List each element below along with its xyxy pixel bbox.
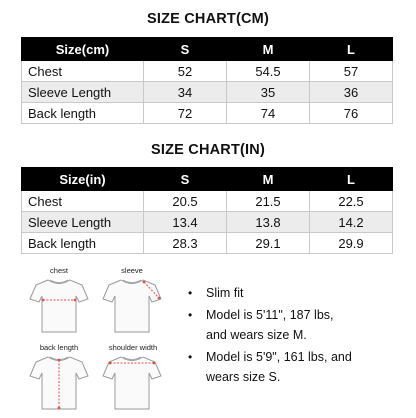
cell-value: 21.5 (227, 191, 310, 212)
cell-value: 76 (310, 103, 393, 124)
list-item (186, 283, 401, 303)
size-chart-cm-title: SIZE CHART(CM) (146, 11, 269, 27)
row-label: Back length (22, 103, 144, 124)
note-line: Model is 5'11", 187 lbs, (206, 308, 334, 322)
row-label: Chest (22, 61, 144, 82)
list-item (186, 305, 401, 345)
header-cell-size: Size(in) (22, 168, 144, 191)
cell-value: 20.5 (144, 191, 227, 212)
cell-value: 74 (227, 103, 310, 124)
cell-value: 29.1 (227, 233, 310, 254)
cell-value: 34 (144, 82, 227, 103)
cell-value: 35 (227, 82, 310, 103)
cell-value: 13.4 (144, 212, 227, 233)
table-header-row (22, 168, 393, 191)
note-line: Slim fit (206, 286, 244, 300)
cell-value: 28.3 (144, 233, 227, 254)
tshirt-sleeve-icon (101, 277, 163, 335)
bullet-icon: • (188, 350, 193, 364)
header-cell-m: M (227, 168, 310, 191)
row-label: Chest (22, 191, 144, 212)
size-chart-in-title: SIZE CHART(IN) (151, 142, 265, 158)
cell-value: 36 (310, 82, 393, 103)
header-cell-l: L (310, 38, 393, 61)
row-label: Back length (22, 233, 144, 254)
header-cell-size: Size(cm) (22, 38, 144, 61)
header-cell-l: L (310, 168, 393, 191)
fit-notes-list (186, 283, 401, 387)
bullet-icon: • (188, 308, 193, 322)
tshirt-shoulder-width-icon (101, 354, 163, 412)
note-line-continued: wears size S. (206, 370, 281, 384)
note-line-continued: and wears size M. (206, 328, 307, 342)
cell-value: 72 (144, 103, 227, 124)
table-header-row (22, 38, 393, 61)
row-label: Sleeve Length (22, 212, 144, 233)
table-row (22, 191, 393, 212)
header-cell-m: M (227, 38, 310, 61)
row-label: Sleeve Length (22, 82, 144, 103)
cell-value: 52 (144, 61, 227, 82)
cell-value: 13.8 (227, 212, 310, 233)
table-row (22, 82, 393, 103)
size-chart-in-table (21, 167, 393, 254)
cell-value: 57 (310, 61, 393, 82)
table-row (22, 212, 393, 233)
back-length-diagram-label: back length (39, 343, 79, 352)
header-cell-s: S (144, 168, 227, 191)
size-chart-cm-table (21, 37, 393, 124)
cell-value: 29.9 (310, 233, 393, 254)
table-row (22, 61, 393, 82)
cell-value: 14.2 (310, 212, 393, 233)
tshirt-back-length-icon (28, 354, 90, 412)
shoulder-width-diagram-label: shoulder width (108, 343, 158, 352)
bullet-icon: • (188, 286, 193, 300)
header-cell-s: S (144, 38, 227, 61)
note-line: Model is 5'9", 161 lbs, and (206, 350, 352, 364)
sleeve-diagram-label: sleeve (121, 266, 143, 275)
cell-value: 22.5 (310, 191, 393, 212)
tshirt-chest-icon (28, 277, 90, 335)
table-row (22, 103, 393, 124)
table-row (22, 233, 393, 254)
list-item (186, 347, 401, 387)
chest-diagram-label: chest (50, 266, 68, 275)
cell-value: 54.5 (227, 61, 310, 82)
